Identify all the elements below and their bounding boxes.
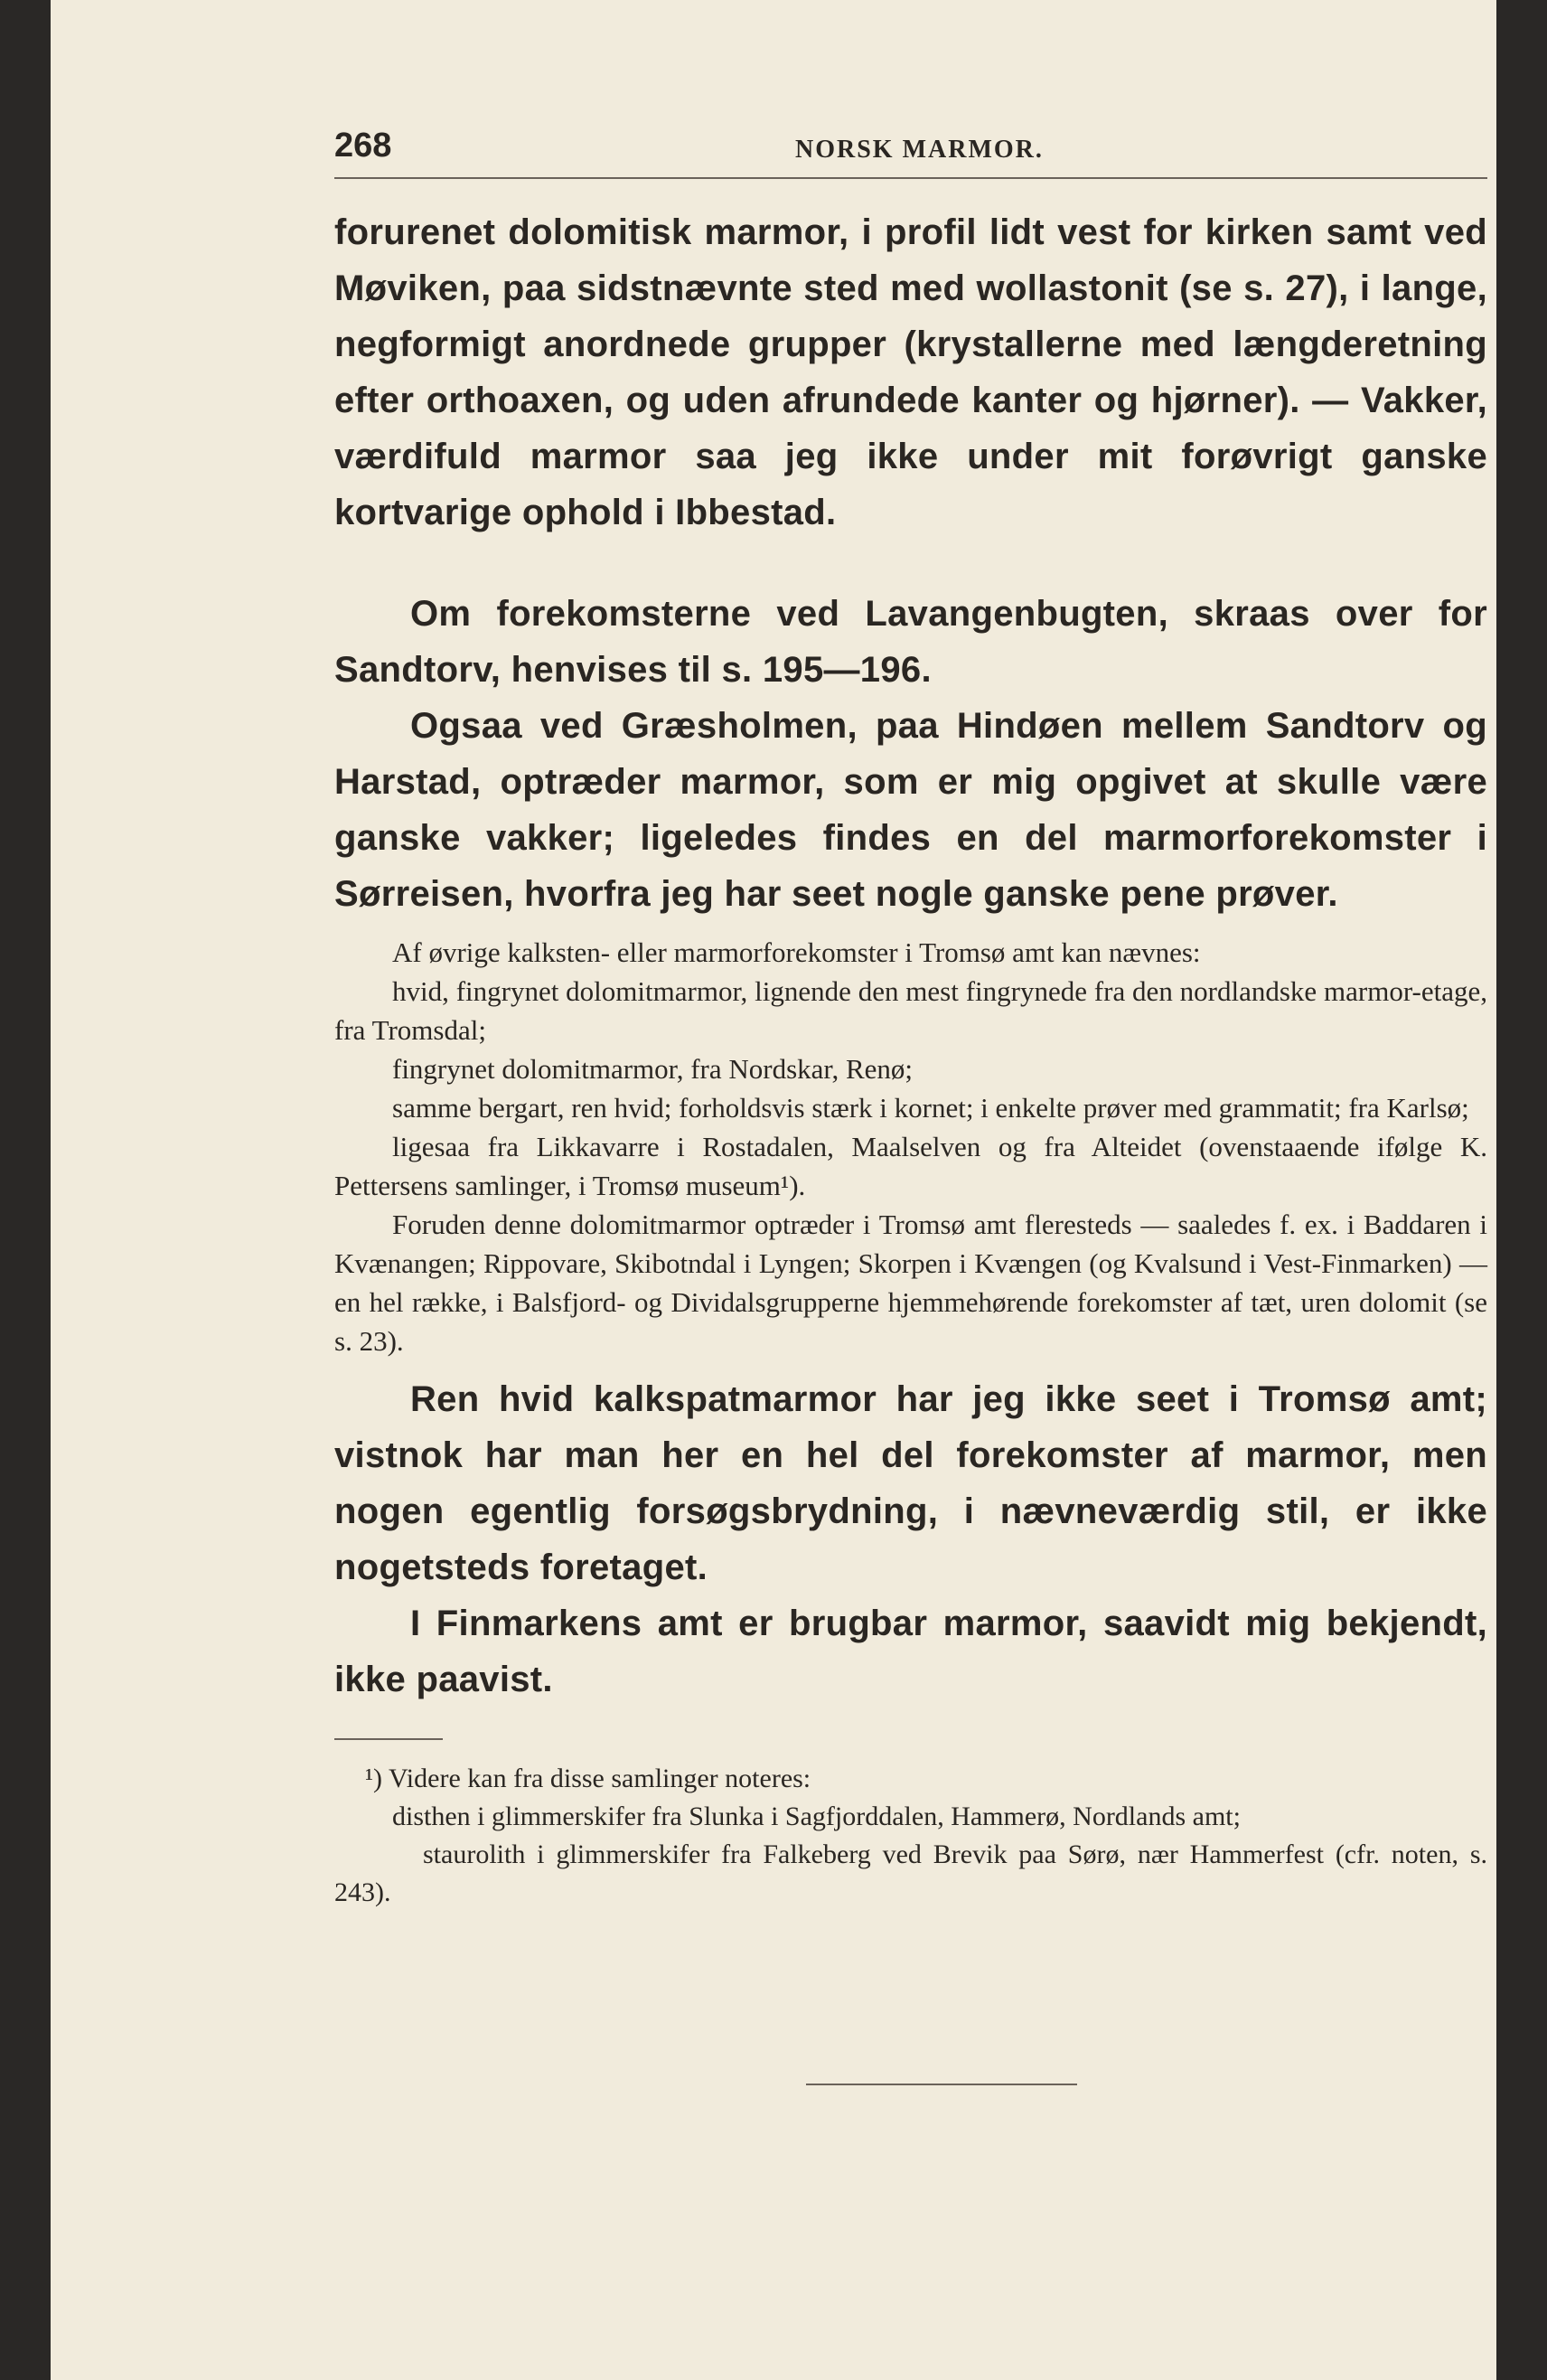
- paragraph-kalkspat: Ren hvid kalkspatmarmor har jeg ikke seet i Tromsø amt; vistnok har man her en hel del forekomster af marmor, men nogen egentlig forsøgsbrydning, i nævneværdig stil, er ikke nogetsteds foretaget.: [334, 1379, 1487, 1587]
- paragraph-graesholmen: Ogsaa ved Græsholmen, paa Hindøen mellem Sandtorv og Harstad, optræder marmor, som er mig opgivet at skulle være ganske vakker; ligeledes findes en del marmorforekomster i Sørreisen, hvorfra jeg har seet nogle ganske pene prøver.: [334, 706, 1487, 914]
- footnote-line: staurolith i glimmerskifer fra Falkeberg ved Brevik paa Sørø, nær Hammerfest (cfr. noten, s. 243).: [334, 1839, 1487, 1907]
- page-number: 268: [334, 127, 392, 165]
- end-rule: [806, 2084, 1077, 2085]
- paragraph-foruden: Foruden denne dolomitmarmor optræder i Tromsø amt fleresteds — saaledes f. ex. i Baddaren i Kvænangen; Rippovare, Skibotndal i Lyngen; Skorpen i Kvængen (og Kvalsund i Vest-Finmarken) — en hel række, i Balsfjord- og Dividalsgrupperne hjemmehørende forekomster af tæt, uren dolomit (se s. 23).: [334, 1209, 1487, 1357]
- header-rule: [334, 177, 1487, 179]
- footnote-rule: [334, 1738, 443, 1740]
- page-body: [334, 204, 1487, 1912]
- book-page: [51, 0, 1496, 2380]
- footnote: [334, 1760, 1487, 1912]
- list-item: samme bergart, ren hvid; forholdsvis stærk i kornet; i enkelte prøver med grammatit; fra Karlsø;: [392, 1092, 1469, 1124]
- small-intro: Af øvrige kalksten- eller marmorforekomster i Tromsø amt kan nævnes:: [392, 936, 1201, 968]
- page-header: [334, 127, 1487, 170]
- paragraph-continuation: forurenet dolomitisk marmor, i profil lidt vest for kirken samt ved Møviken, paa sidstnævnte sted med wollastonit (se s. 27), i lange, negformigt anordnede grupper (krystallerne med længderetning efter orthoaxen, og uden afrundede kanter og hjørner). — Vakker, værdifuld marmor saa jeg ikke under mit forøvrigt ganske kortvarige ophold i Ibbestad.: [334, 212, 1487, 532]
- footnote-intro: ¹) Videre kan fra disse samlinger noteres:: [365, 1764, 811, 1793]
- paragraph-lavangen: Om forekomsterne ved Lavangenbugten, skraas over for Sandtorv, henvises til s. 195—196.: [334, 594, 1487, 690]
- list-item: hvid, fingrynet dolomitmarmor, lignende den mest fingrynede fra den nordlandske marmor-etage, fra Tromsdal;: [334, 975, 1487, 1046]
- running-head: NORSK MARMOR.: [795, 136, 1044, 164]
- list-item: ligesaa fra Likkavarre i Rostadalen, Maalselven og fra Alteidet (ovenstaaende ifølge K. Pettersens samlinger, i Tromsø museum¹).: [334, 1131, 1487, 1201]
- list-item: fingrynet dolomitmarmor, fra Nordskar, Renø;: [392, 1053, 914, 1085]
- footnote-line: disthen i glimmerskifer fra Slunka i Sagfjorddalen, Hammerø, Nordlands amt;: [392, 1801, 1241, 1831]
- paragraph-finmarken: I Finmarkens amt er brugbar marmor, saavidt mig bekjendt, ikke paavist.: [334, 1604, 1487, 1699]
